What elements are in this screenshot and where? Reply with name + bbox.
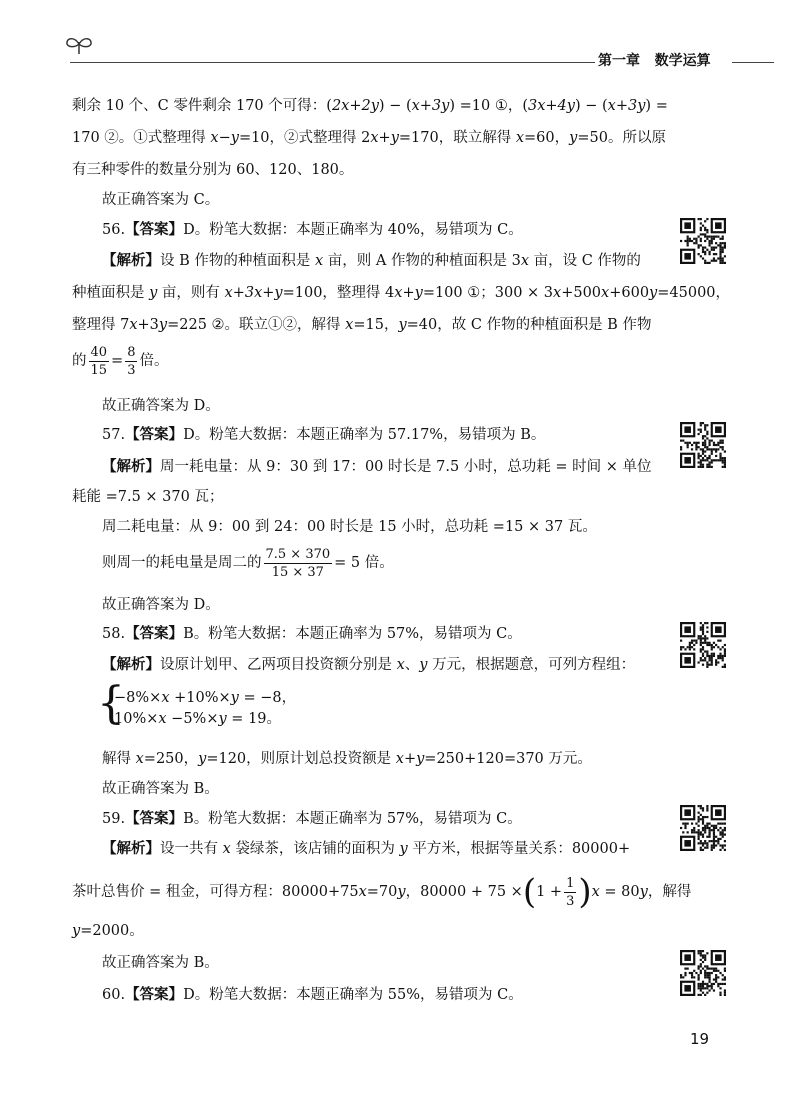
q59-fraction-1-3: $\frac{1}{3}$: [566, 875, 575, 909]
header-title: 第一章 数学运算: [598, 53, 711, 69]
q59-answer-line: 59.【答案】B。粉笔大数据：本题正确率为 57%，易错项为 C。: [102, 810, 522, 827]
header-rule: [70, 62, 595, 63]
q59-analysis-line-1: 【解析】设一共有 x 袋绿茶，该店铺的面积为 y 平方米，根据等量关系：80000+: [102, 840, 631, 857]
q57-answer-line: 57.【答案】D。粉笔大数据：本题正确率为 57.17%，易错项为 B。: [102, 426, 546, 443]
q57-analysis-line-3: 周二耗电量：从 9：00 到 24：00 时长是 15 小时，总功耗 =15 × 37 瓦。: [102, 519, 597, 535]
q58-qr-code-icon[interactable]: [680, 622, 726, 668]
q56-analysis-line-4: 的 $\frac{40}{15}$ = $\frac{8}{3}$ 倍。: [72, 344, 169, 378]
q59-conclusion: 故正确答案为 B。: [102, 955, 219, 971]
q56-fraction-8-3: $\frac{8}{3}$: [127, 344, 136, 378]
q58-analysis-line-2: 解得 x=250，y=120，则原计划总投资额是 x+y=250+120=370 万元。: [102, 751, 592, 767]
q57-analysis-line-2: 耗能 =7.5 × 370 瓦；: [72, 489, 224, 505]
q56-analysis-line-3: 整理得 7x+3y=225 ②。联立①②，解得 x=15，y=40，故 C 作物的种植面积是 B 作物: [72, 317, 652, 333]
q57-qr-code-icon[interactable]: [680, 422, 726, 468]
header-rule-right: [732, 62, 774, 63]
q58-conclusion: 故正确答案为 B。: [102, 781, 219, 797]
q58-equation-1: −8%×x +10%×y = −8，: [114, 690, 297, 706]
q57-conclusion: 故正确答案为 D。: [102, 597, 220, 613]
page-number: 19: [690, 1030, 710, 1048]
q58-equation-2: 10%×x −5%×y = 19。: [114, 711, 282, 727]
q56-analysis-line-1: 【解析】设 B 作物的种植面积是 x 亩，则 A 作物的种植面积是 3x 亩，设 C 作物的: [102, 252, 641, 269]
q57-analysis-line-1: 【解析】周一耗电量：从 9：30 到 17：00 时长是 7.5 小时，总功耗 = 时间 × 单位: [102, 458, 652, 475]
q57-analysis-line-4: 则周一的耗电量是周二的 $\frac{7.5 \times 370}{15 \times 37}$ = 5 倍。: [102, 546, 394, 580]
q59-qr-code-icon[interactable]: [680, 805, 726, 851]
q58-analysis-line-1: 【解析】设原计划甲、乙两项目投资额分别是 x、y 万元，根据题意，可列方程组：: [102, 656, 636, 673]
intro-conclusion: 故正确答案为 C。: [102, 192, 220, 208]
q60-qr-code-icon[interactable]: [680, 950, 726, 996]
q56-answer-line: 56.【答案】D。粉笔大数据：本题正确率为 40%，易错项为 C。: [102, 221, 523, 238]
q58-answer-line: 58.【答案】B。粉笔大数据：本题正确率为 57%，易错项为 C。: [102, 625, 522, 642]
q56-qr-code-icon[interactable]: [680, 218, 726, 264]
q57-fraction: $\frac{7.5 \times 370}{15 \times 37}$: [265, 546, 331, 580]
intro-line-3: 有三种零件的数量分别为 60、120、180。: [72, 162, 354, 178]
q59-analysis-line-3: y=2000。: [72, 923, 144, 939]
q56-analysis-line-2: 种植面积是 y 亩，则有 x+3x+y=100，整理得 4x+y=100 ①；300 × 3x+500x+600y=45000，: [72, 285, 731, 301]
intro-line-1: 剩余 10 个、C 零件剩余 170 个可得：(2x+2y) − (x+3y) =10 ①，(3x+4y) − (x+3y) =: [72, 98, 668, 114]
intro-line-2: 170 ②。①式整理得 x−y=10，②式整理得 2x+y=170，联立解得 x=60，y=50。所以原: [72, 130, 666, 146]
sprout-logo-icon: [64, 34, 94, 56]
q58-equation-brace: {: [97, 678, 125, 729]
q59-analysis-line-2: 茶叶总售价 = 租金，可得方程：80000+75x=70y，80000 + 75 ×(1 + $\frac{1}{3}$ )x = 80y，解得: [72, 872, 692, 912]
q56-conclusion: 故正确答案为 D。: [102, 398, 220, 414]
q60-answer-line: 60.【答案】D。粉笔大数据：本题正确率为 55%，易错项为 C。: [102, 986, 523, 1003]
q56-fraction-40-15: $\frac{40}{15}$: [90, 344, 108, 378]
